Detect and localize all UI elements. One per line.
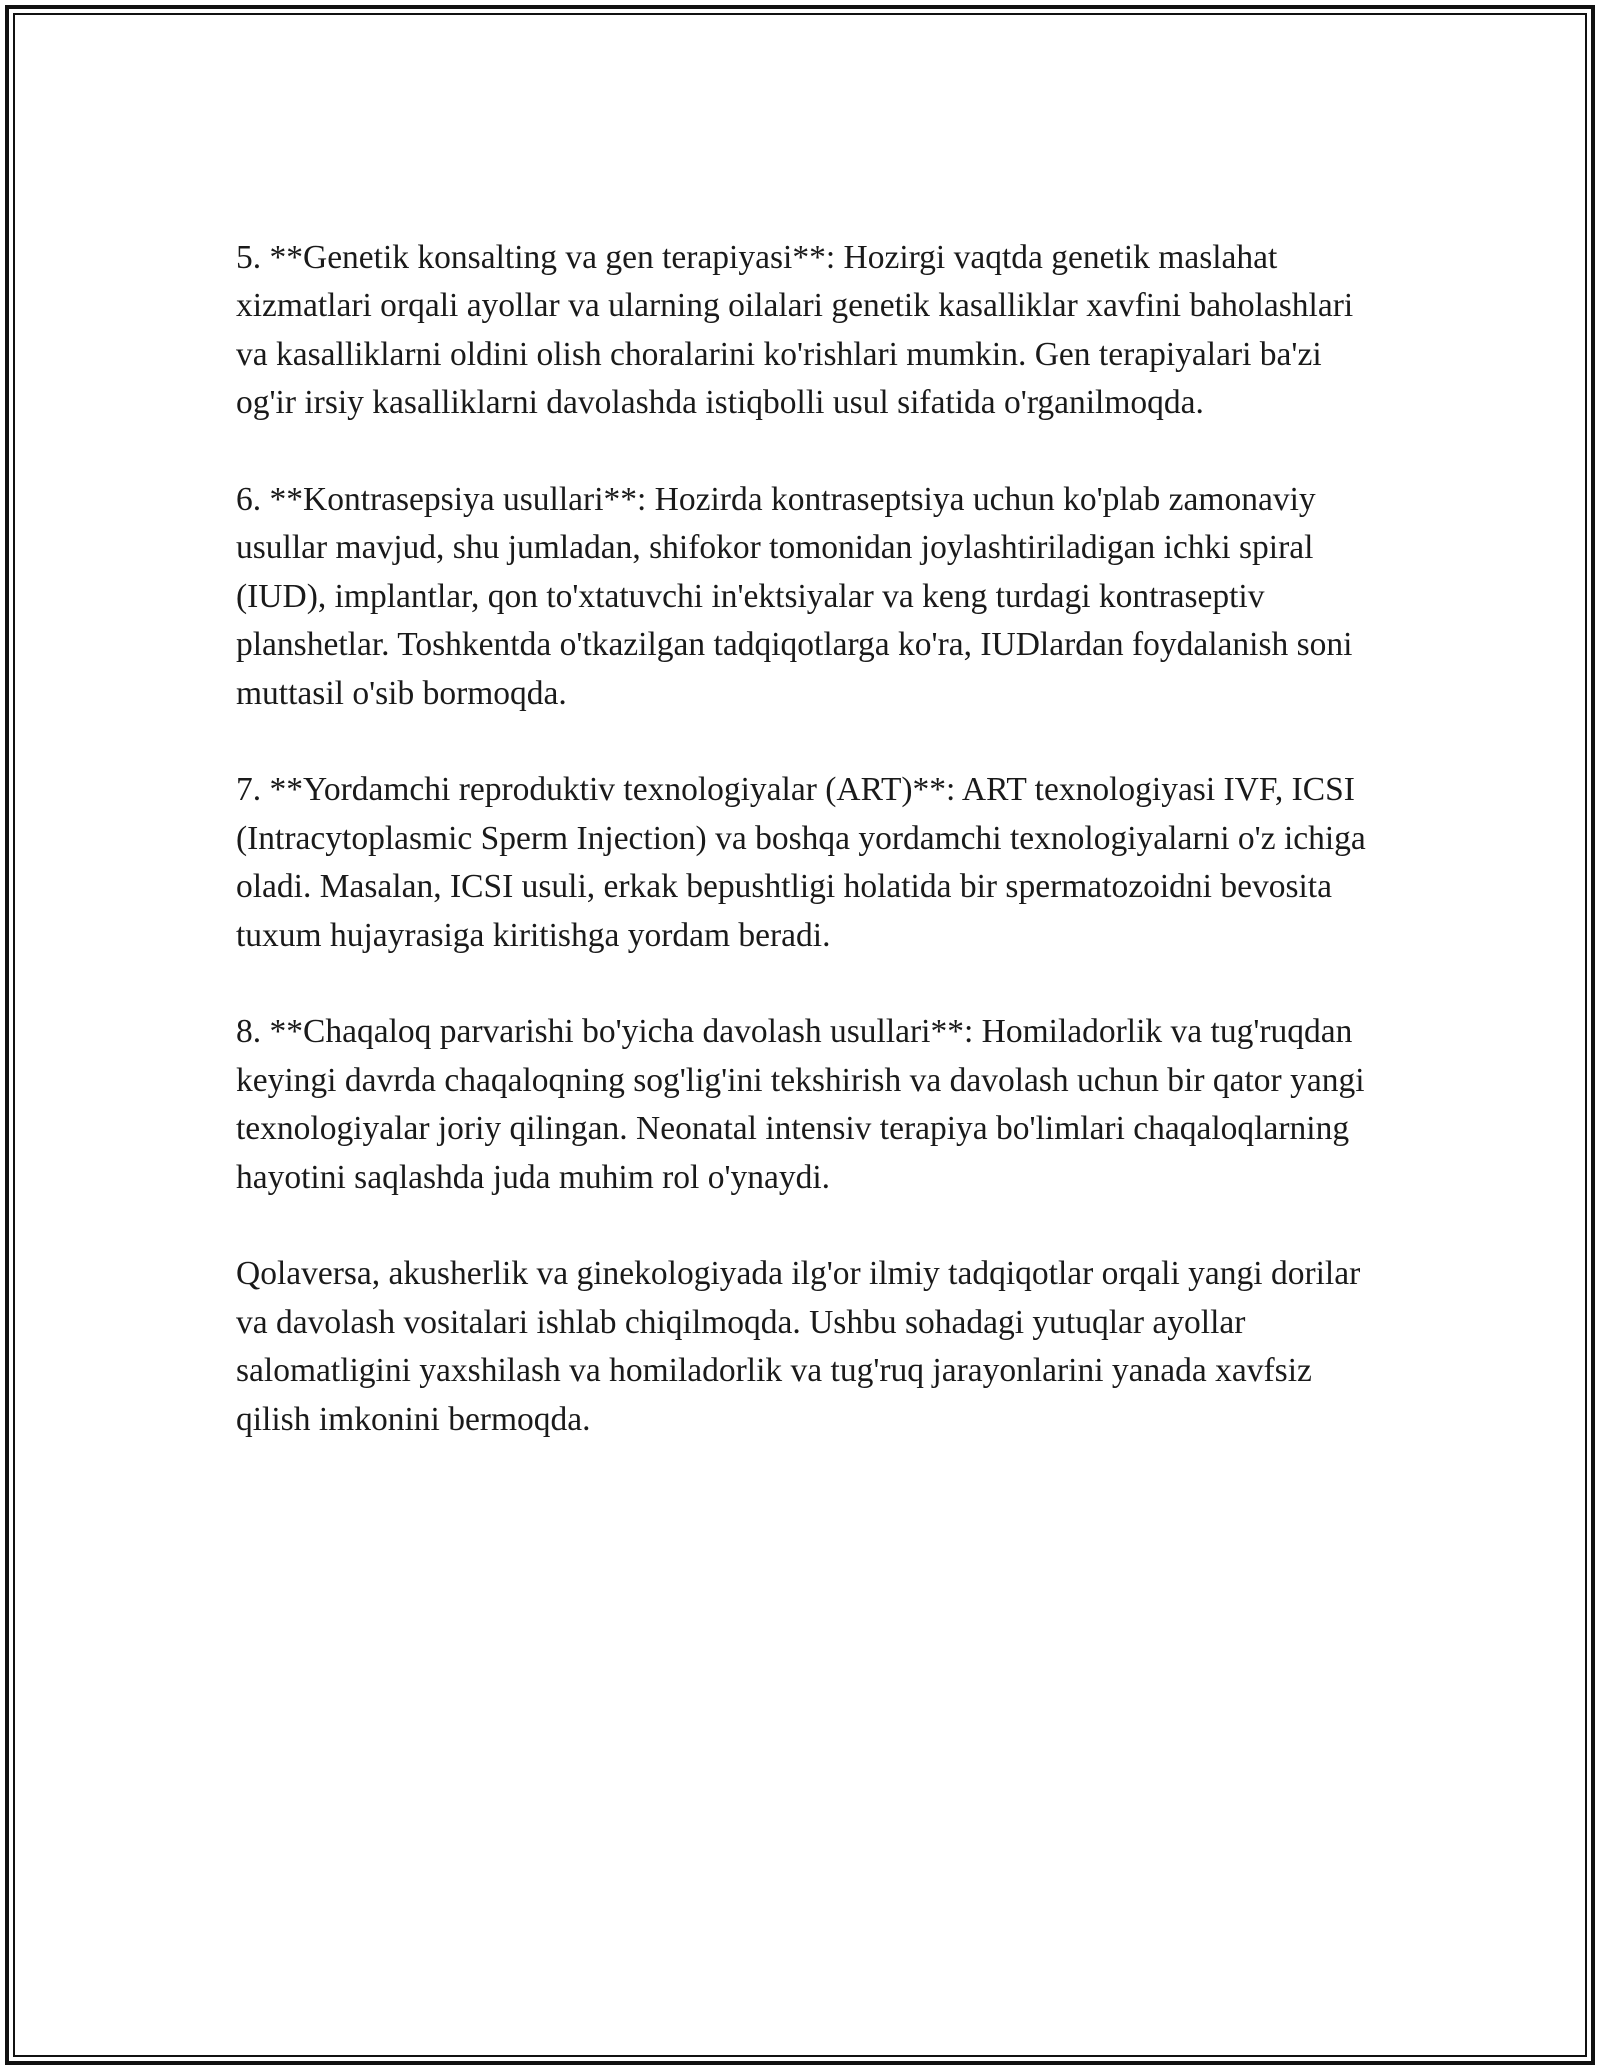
paragraph-genetic-counseling: 5. **Genetik konsalting va gen terapiyasi**: Hozirgi vaqtda genetik maslahat xizmatlari orqali ayollar va ularning oilalari genetik kasalliklar xavfini baholashlari va kasalliklarni oldini olish choralarini ko'rishlari mumkin. Gen terapiyalari ba'zi og'ir irsiy kasalliklarni davolashda istiqbolli usul sifatida o'rganilmoqda.: [236, 239, 1354, 422]
paragraph-newborn-care: 8. **Chaqaloq parvarishi bo'yicha davolash usullari**: Homiladorlik va tug'ruqdan keyingi davrda chaqaloqning sog'lig'ini tekshirish va davolash uchun bir qator yangi texnologiyalar joriy qilingan. Neonatal intensiv terapiya bo'limlari chaqaloqlarning hayotini saqlashda juda muhim rol o'ynaydi.: [236, 1013, 1365, 1196]
paragraph-conclusion: Qolaversa, akusherlik va ginekologiyada ilg'or ilmiy tadqiqotlar orqali yangi dorilar va davolash vositalari ishlab chiqilmoqda. Ushbu sohadagi yutuqlar ayollar salomatligini yaxshilash va homiladorlik va tug'ruq jarayonlarini yanada xavfsiz qilish imkonini bermoqda.: [236, 1255, 1361, 1438]
document-body: [236, 234, 1376, 1492]
paragraph-assisted-reproduction: 7. **Yordamchi reproduktiv texnologiyalar (ART)**: ART texnologiyasi IVF, ICSI (Intracytoplasmic Sperm Injection) va boshqa yordamchi texnologiyalarni o'z ichiga oladi. Masalan, ICSI usuli, erkak bepushtligi holatida bir spermatozoidni bevosita tuxum hujayrasiga kiritishga yordam beradi.: [236, 771, 1366, 954]
paragraph-contraception: 6. **Kontrasepsiya usullari**: Hozirda kontraseptsiya uchun ko'plab zamonaviy usullar mavjud, shu jumladan, shifokor tomonidan joylashtiriladigan ichki spiral (IUD), implantlar, qon to'xtatuvchi in'ektsiyalar va keng turdagi kontraseptiv planshetlar. Toshkentda o'tkazilgan tadqiqotlarga ko'ra, IUDlardan foydalanish soni muttasil o'sib bormoqda.: [236, 481, 1353, 712]
